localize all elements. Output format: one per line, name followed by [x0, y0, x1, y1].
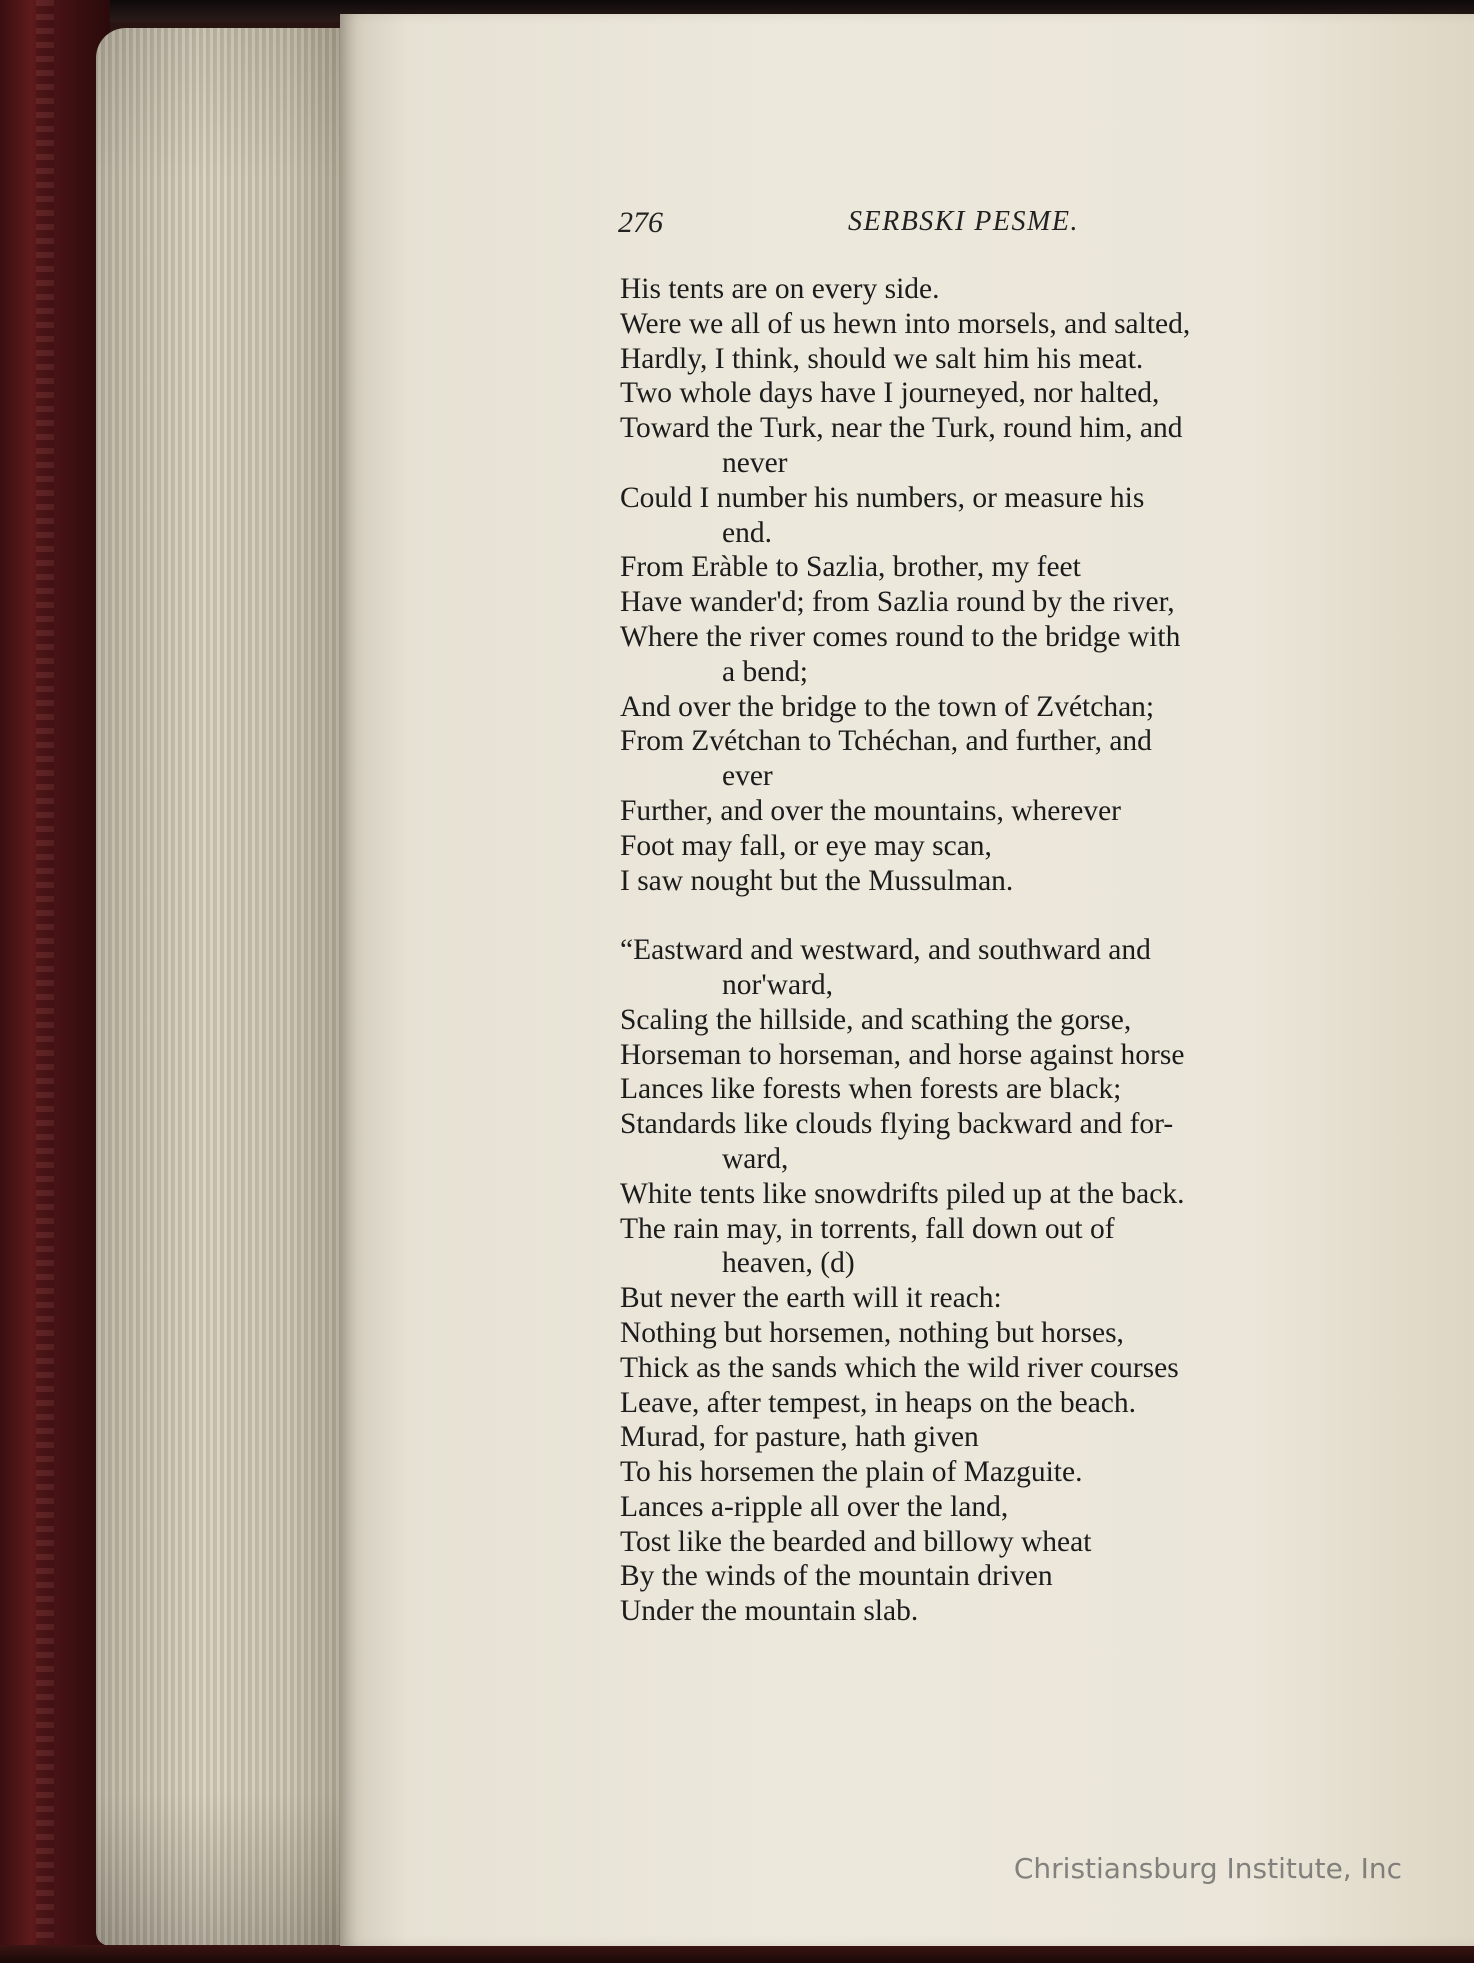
poem-line: Nothing but horsemen, nothing but horses, [620, 1316, 1124, 1349]
poem-line: Toward the Turk, near the Turk, round him, and [620, 412, 1183, 445]
poem-line: Lances a-ripple all over the land, [620, 1490, 1009, 1523]
page-number: 276 [618, 206, 663, 239]
poem-line: never [722, 446, 788, 479]
poem-line: White tents like snowdrifts piled up at the back. [620, 1177, 1185, 1210]
running-head: SERBSKI PESME. [848, 206, 1079, 237]
poem-line: Where the river comes round to the bridge with [620, 620, 1181, 653]
poem-line: ward, [722, 1142, 789, 1175]
cover-bottom-edge [0, 1945, 1474, 1963]
poem-line: Have wander'd; from Sazlia round by the river, [620, 586, 1175, 619]
book-cover-spine [0, 0, 110, 1963]
poem-line: Two whole days have I journeyed, nor halted, [620, 377, 1160, 410]
poem-line: Under the mountain slab. [620, 1595, 919, 1628]
poem-line: Foot may fall, or eye may scan, [620, 829, 992, 862]
poem-line: Could I number his numbers, or measure his [620, 481, 1145, 514]
poem-line: Murad, for pasture, hath given [620, 1421, 979, 1454]
page-header [612, 206, 1152, 246]
stanza-break [620, 898, 1390, 933]
poem-line: By the winds of the mountain driven [620, 1560, 1053, 1593]
poem-line: heaven, (d) [722, 1247, 855, 1280]
poem-line: From Zvétchan to Tchéchan, and further, and [620, 725, 1152, 758]
poem-line: end. [722, 516, 772, 549]
poem-line: The rain may, in torrents, fall down out of [620, 1212, 1115, 1245]
poem-line: “Eastward and westward, and southward and [620, 934, 1151, 967]
poem-line: Lances like forests when forests are black; [620, 1073, 1122, 1106]
page-edges [96, 28, 354, 1946]
poem-line: Leave, after tempest, in heaps on the beach. [620, 1386, 1137, 1419]
poem-line: Horseman to horseman, and horse against horse [620, 1038, 1185, 1071]
poem-line: ever [722, 760, 773, 793]
poem-line: His tents are on every side. [620, 273, 940, 305]
poem-line: a bend; [722, 655, 809, 688]
poem-line: Thick as the sands which the wild river courses [620, 1351, 1179, 1384]
poem-line: Scaling the hillside, and scathing the gorse, [620, 1003, 1132, 1036]
watermark: Christiansburg Institute, Inc [1013, 1852, 1402, 1885]
poem-line: Were we all of us hewn into morsels, and salted, [620, 307, 1191, 340]
poem-line: I saw nought but the Mussulman. [620, 864, 1014, 897]
poem-line: nor'ward, [722, 968, 833, 1001]
poem-line: And over the bridge to the town of Zvétchan; [620, 690, 1155, 723]
poem-line: Hardly, I think, should we salt him his meat. [620, 342, 1144, 375]
poem-line: Tost like the bearded and billowy wheat [620, 1525, 1092, 1558]
poem-text [620, 272, 1390, 1629]
poem-line: Standards like clouds flying backward and for- [620, 1108, 1174, 1141]
poem-line: But never the earth will it reach: [620, 1282, 1002, 1315]
poem-line: Further, and over the mountains, wherever [620, 794, 1121, 827]
poem-line: To his horsemen the plain of Mazguite. [620, 1456, 1083, 1489]
poem-line: From Eràble to Sazlia, brother, my feet [620, 551, 1081, 584]
